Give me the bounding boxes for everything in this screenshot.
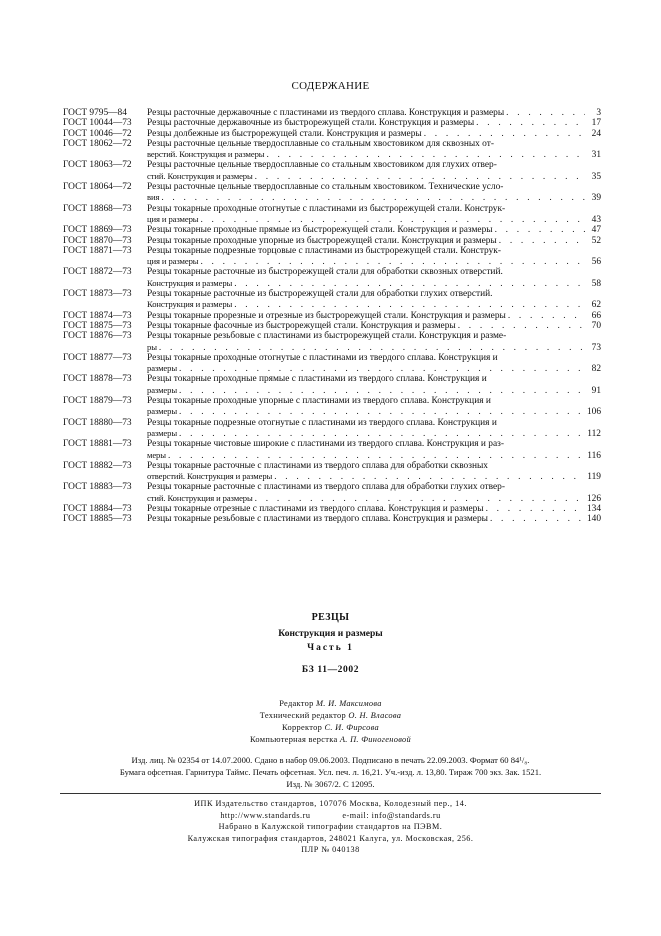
toc-leader-dots: [179, 364, 585, 374]
toc-entry[interactable]: [63, 418, 601, 440]
toc-title-final-line: [147, 471, 601, 482]
toc-entry[interactable]: [63, 236, 601, 246]
toc-title-final-line: [147, 363, 601, 374]
staff-row-tech-editor: Технический редактор О. Н. Власова: [259, 711, 402, 720]
toc-leader-dots: [234, 300, 585, 310]
toc-leader-dots: [179, 429, 585, 439]
toc-title-text: ция и размеры: [147, 213, 199, 224]
toc-leader-dots: [159, 343, 585, 353]
toc-page-number: 134: [586, 503, 601, 514]
toc-entry[interactable]: [63, 225, 601, 235]
toc-title-final-line: [147, 299, 601, 310]
toc-title-final-line: [147, 192, 601, 203]
toc-page-number: 73: [591, 342, 601, 353]
toc-title-final-line: [147, 406, 601, 417]
toc-title-final-line: [147, 171, 601, 182]
toc-leader-dots: [495, 225, 585, 235]
toc-entry-body: [147, 236, 601, 246]
toc-entry-body: [147, 118, 601, 128]
toc-standard-code: ГОСТ 18874—73: [63, 310, 132, 321]
toc-title-final-line: [147, 225, 601, 235]
toc-page-number: 39: [591, 193, 601, 204]
toc-title-final-line: [147, 278, 601, 289]
toc-entry[interactable]: [63, 514, 601, 524]
toc-entry-body: [147, 321, 601, 331]
toc-standard-code: ГОСТ 18062—72: [63, 138, 132, 149]
toc-page-number: 58: [591, 278, 601, 289]
toc-leader-dots: [255, 172, 585, 182]
toc-title-line: Резцы токарные резьбовые с пластинами из быстрорежущей стали. Конструкция и разме-: [147, 331, 507, 342]
toc-entry[interactable]: [63, 396, 601, 418]
toc-title-final-line: [147, 428, 601, 439]
toc-entry-body: [147, 514, 601, 524]
toc-title-text: Резцы расточные державочные из быстрорежущей стали. Конструкция и размеры: [147, 118, 475, 129]
toc-page-number: 91: [591, 385, 601, 396]
toc-title-text: ры: [147, 341, 157, 352]
toc-entry-body: [147, 160, 601, 182]
toc-entry[interactable]: [63, 267, 601, 289]
toc-entry-body: [147, 129, 601, 139]
staff-row-layout: Компьютерная верстка А. П. Финогеновой: [249, 735, 412, 744]
toc-entry[interactable]: [63, 289, 601, 311]
toc-entry[interactable]: [63, 439, 601, 461]
toc-entry[interactable]: [63, 118, 601, 128]
toc-title-text: Резцы долбежные из быстрорежущей стали. Конструкция и размеры: [147, 128, 422, 139]
toc-entry[interactable]: [63, 461, 601, 483]
toc-standard-code: ГОСТ 18879—73: [63, 396, 132, 407]
toc-page-number: 66: [591, 310, 601, 321]
toc-standard-code: ГОСТ 18880—73: [63, 417, 132, 428]
toc-leader-dots: [266, 150, 585, 160]
toc-entry[interactable]: [63, 182, 601, 204]
toc-title-final-line: [147, 504, 601, 514]
toc-title-final-line: [147, 493, 601, 504]
publication-line-2: Бумага офсетная. Гарнитура Таймс. Печать офсетная. Усл. печ. л. 16,21. Уч.-изд. л. 13,80. Тираж 700 экз. Зак. 1521.: [119, 767, 542, 777]
toc-entry-body: [147, 267, 601, 289]
toc-entry[interactable]: [63, 139, 601, 161]
toc-title-text: размеры: [147, 427, 178, 438]
publication-details: [0, 754, 661, 790]
toc-entry-body: [147, 331, 601, 353]
toc-leader-dots: [200, 215, 585, 225]
toc-entry-body: [147, 204, 601, 226]
toc-standard-code: ГОСТ 18868—73: [63, 203, 132, 214]
toc-standard-code: ГОСТ 10044—73: [63, 118, 132, 129]
toc-title-text: вия: [147, 192, 160, 203]
printing-house-address: Калужская типография стандартов, 248021 Калуга, ул. Московская, 256.: [187, 833, 474, 843]
toc-standard-code: ГОСТ 18883—73: [63, 482, 132, 493]
toc-leader-dots: [234, 279, 585, 289]
toc-entry[interactable]: [63, 129, 601, 139]
toc-leader-dots: [499, 236, 585, 246]
toc-title-text: размеры: [147, 384, 178, 395]
toc-entry-body: [147, 439, 601, 461]
toc-title-final-line: [147, 256, 601, 267]
toc-entry-body: [147, 396, 601, 418]
toc-title-final-line: [147, 149, 601, 160]
toc-page-number: 119: [587, 472, 601, 483]
toc-entry[interactable]: [63, 311, 601, 321]
toc-standard-code: ГОСТ 18872—73: [63, 267, 132, 278]
toc-entry-body: [147, 139, 601, 161]
plr-number: ПЛР № 040138: [301, 845, 360, 855]
publication-line-1: Изд. лиц. № 02354 от 14.07.2000. Сдано в набор 09.06.2003. Подписано в печать 22.09.2003. Формат 60 84¹/₈.: [131, 755, 530, 765]
toc-leader-dots: [458, 321, 585, 331]
toc-title-final-line: [147, 450, 601, 461]
email-link[interactable]: e-mail: info@standards.ru: [342, 810, 441, 820]
toc-page-number: 140: [586, 514, 601, 525]
toc-leader-dots: [200, 257, 585, 267]
toc-title-text: Резцы токарные отрезные с пластинами из твердого сплава. Конструкция и размеры: [147, 503, 484, 514]
book-part: Часть 1: [307, 643, 354, 653]
toc-title-line: Резцы токарные проходные прямые с пластинами из твердого сплава. Конструкция и: [147, 374, 487, 385]
toc-entry-body: [147, 353, 601, 375]
toc-standard-code: ГОСТ 18876—73: [63, 331, 132, 342]
website-link[interactable]: http://www.standards.ru: [220, 810, 311, 820]
toc-title-final-line: [147, 311, 601, 321]
toc-entry-body: [147, 418, 601, 440]
toc-page-number: 116: [587, 450, 601, 461]
toc-page-number: 24: [591, 128, 601, 139]
typeset-note: Набрано в Калужской типографии стандартов на ПЭВМ.: [218, 822, 443, 832]
toc-page-number: 70: [591, 320, 601, 331]
toc-entry-body: [147, 374, 601, 396]
toc-standard-code: ГОСТ 18881—73: [63, 439, 132, 450]
toc-entry[interactable]: [63, 353, 601, 375]
toc-title-final-line: [147, 129, 601, 139]
publisher-address: ИПК Издательство стандартов, 107076 Москва, Колодезный пер., 14.: [194, 799, 467, 808]
divider-rule: [60, 793, 601, 794]
toc-standard-code: ГОСТ 18064—72: [63, 182, 132, 193]
toc-leader-dots: [255, 494, 585, 504]
toc-standard-code: ГОСТ 18875—73: [63, 320, 132, 331]
toc-title-text: верстий. Конструкция и размеры: [147, 149, 265, 160]
publication-line-3: Изд. № 3067/2. С 12095.: [286, 779, 375, 789]
toc-title-line: Резцы токарные расточные с пластинами из твердого сплава для обработки глухих отвер-: [147, 482, 505, 493]
toc-title-text: Резцы расточные державочные с пластинами из твердого сплава. Конструкция и размеры: [147, 108, 505, 118]
toc-standard-code: ГОСТ 18869—73: [63, 225, 132, 236]
toc-title-text: Резцы токарные прорезные и отрезные из быстрорежущей стали. Конструкция и размеры: [147, 310, 506, 321]
toc-page-number: 47: [591, 225, 601, 236]
toc-title-text: отверстий. Конструкция и размеры: [147, 471, 273, 482]
toc-title-final-line: [147, 385, 601, 396]
toc-leader-dots: [424, 129, 585, 139]
toc-entry-body: [147, 182, 601, 204]
table-of-contents: [63, 108, 601, 525]
toc-title-final-line: [147, 118, 601, 128]
toc-leader-dots: [179, 386, 585, 396]
toc-standard-code: ГОСТ 18063—72: [63, 160, 132, 171]
toc-standard-code: ГОСТ 18877—73: [63, 352, 132, 363]
toc-standard-code: ГОСТ 18884—73: [63, 503, 132, 514]
staff-row-proofreader: Корректор С. И. Фирсова: [282, 723, 379, 732]
toc-entry[interactable]: [63, 374, 601, 396]
toc-title: СОДЕРЖАНИЕ: [291, 80, 370, 92]
toc-title-line: Резцы токарные проходные упорные с пластинами из твердого сплава. Конструкция и: [147, 396, 491, 407]
toc-title-text: Конструкция и размеры: [147, 299, 233, 310]
toc-entry-body: [147, 311, 601, 321]
toc-standard-code: ГОСТ 18882—73: [63, 460, 132, 471]
book-title: РЕЗЦЫ: [311, 612, 350, 623]
toc-title-text: Конструкция и размеры: [147, 277, 233, 288]
toc-entry[interactable]: [63, 504, 601, 514]
toc-leader-dots: [168, 451, 585, 461]
toc-title-line: Резцы токарные проходные отогнутые с пластинами из твердого сплава. Конструкция и: [147, 352, 498, 363]
printing-details: [0, 798, 661, 856]
toc-entry[interactable]: [63, 108, 601, 118]
toc-entry-body: [147, 246, 601, 268]
toc-title-text: Резцы токарные резьбовые с пластинами из твердого сплава. Конструкция и размеры: [147, 514, 488, 525]
toc-entry[interactable]: [63, 321, 601, 331]
toc-entry-body: [147, 461, 601, 483]
toc-page-number: 126: [586, 493, 601, 504]
toc-title-final-line: [147, 214, 601, 225]
toc-title-text: размеры: [147, 406, 178, 417]
toc-standard-code: ГОСТ 9795—84: [63, 108, 127, 118]
toc-title-line: Резцы токарные проходные отогнутые с пластинами из быстрорежущей стали. Конструк-: [147, 203, 506, 214]
toc-title-text: стий. Конструкция и размеры: [147, 492, 253, 503]
book-bz-number: БЗ 11—2002: [301, 665, 360, 675]
toc-page-number: 17: [591, 118, 601, 129]
toc-title-final-line: [147, 321, 601, 331]
toc-page-number: 52: [591, 235, 601, 246]
toc-title-text: Резцы токарные фасочные из быстрорежущей стали. Конструкция и размеры: [147, 320, 456, 331]
toc-leader-dots: [490, 514, 585, 524]
toc-entry[interactable]: [63, 482, 601, 504]
toc-leader-dots: [486, 504, 585, 514]
toc-page-number: 3: [596, 108, 601, 118]
toc-leader-dots: [506, 108, 585, 118]
toc-leader-dots: [476, 118, 585, 128]
toc-title-line: Резцы расточные цельные твердосплавные со стальным хвостовиком для глухих отвер-: [147, 160, 497, 171]
toc-title-final-line: [147, 108, 601, 118]
toc-standard-code: ГОСТ 18870—73: [63, 235, 132, 246]
toc-entry[interactable]: [63, 331, 601, 353]
toc-title-line: Резцы расточные цельные твердосплавные со стальным хвостовиком. Технические усло-: [147, 182, 504, 193]
toc-page-number: 43: [591, 214, 601, 225]
toc-page-number: 56: [591, 257, 601, 268]
toc-leader-dots: [274, 472, 585, 482]
toc-entry-body: [147, 482, 601, 504]
toc-entry[interactable]: [63, 246, 601, 268]
toc-standard-code: ГОСТ 18885—73: [63, 514, 132, 525]
toc-page-number: 31: [591, 150, 601, 161]
toc-leader-dots: [179, 407, 585, 417]
toc-title-line: Резцы токарные подрезные отогнутые с пластинами из твердого сплава. Конструкция и: [147, 417, 497, 428]
toc-standard-code: ГОСТ 18873—73: [63, 289, 132, 300]
toc-entry-body: [147, 504, 601, 514]
toc-title-line: Резцы токарные подрезные торцовые с пластинами из быстрорежущей стали. Конструк-: [147, 245, 501, 256]
toc-title-line: Резцы токарные расточные из быстрорежущей стали для обработки сквозных отверстий.: [147, 267, 503, 278]
toc-title-line: Резцы токарные расточные с пластинами из твердого сплава для обработки сквозных: [147, 460, 488, 471]
staff-row-editor: Редактор М. И. Максимова: [279, 699, 382, 708]
toc-title-text: Резцы токарные проходные упорные из быстрорежущей стали. Конструкция и размеры: [147, 235, 497, 246]
toc-title-text: размеры: [147, 363, 178, 374]
toc-leader-dots: [161, 193, 585, 203]
toc-standard-code: ГОСТ 10046—72: [63, 128, 132, 139]
toc-title-text: Резцы токарные проходные прямые из быстрорежущей стали. Конструкция и размеры: [147, 225, 493, 236]
toc-title-text: меры: [147, 449, 166, 460]
toc-page-number: 35: [591, 171, 601, 182]
toc-entry-body: [147, 225, 601, 235]
toc-entry-body: [147, 108, 601, 118]
toc-page-number: 62: [591, 300, 601, 311]
toc-entry-body: [147, 289, 601, 311]
toc-entry[interactable]: [63, 204, 601, 226]
book-subtitle: Конструкция и размеры: [278, 629, 383, 639]
editorial-staff: [0, 698, 661, 746]
toc-page-number: 82: [591, 364, 601, 375]
toc-standard-code: ГОСТ 18878—73: [63, 374, 132, 385]
toc-title-line: Резцы токарные расточные из быстрорежущей стали для обработки глухих отверстий.: [147, 289, 493, 300]
toc-entry[interactable]: [63, 160, 601, 182]
toc-title-final-line: [147, 514, 601, 524]
toc-page-number: 112: [587, 428, 601, 439]
toc-title-text: стий. Конструкция и размеры: [147, 170, 253, 181]
toc-page-number: 106: [586, 407, 601, 418]
toc-title-text: ция и размеры: [147, 256, 199, 267]
toc-title-line: Резцы расточные цельные твердосплавные со стальным хвостовиком для сквозных от-: [147, 138, 494, 149]
publisher-contacts: [0, 810, 661, 822]
toc-title-final-line: [147, 236, 601, 246]
toc-title-final-line: [147, 342, 601, 353]
toc-leader-dots: [508, 311, 585, 321]
toc-standard-code: ГОСТ 18871—73: [63, 245, 132, 256]
toc-title-line: Резцы токарные чистовые широкие с пластинами из твердого сплава. Конструкция и раз-: [147, 439, 504, 450]
